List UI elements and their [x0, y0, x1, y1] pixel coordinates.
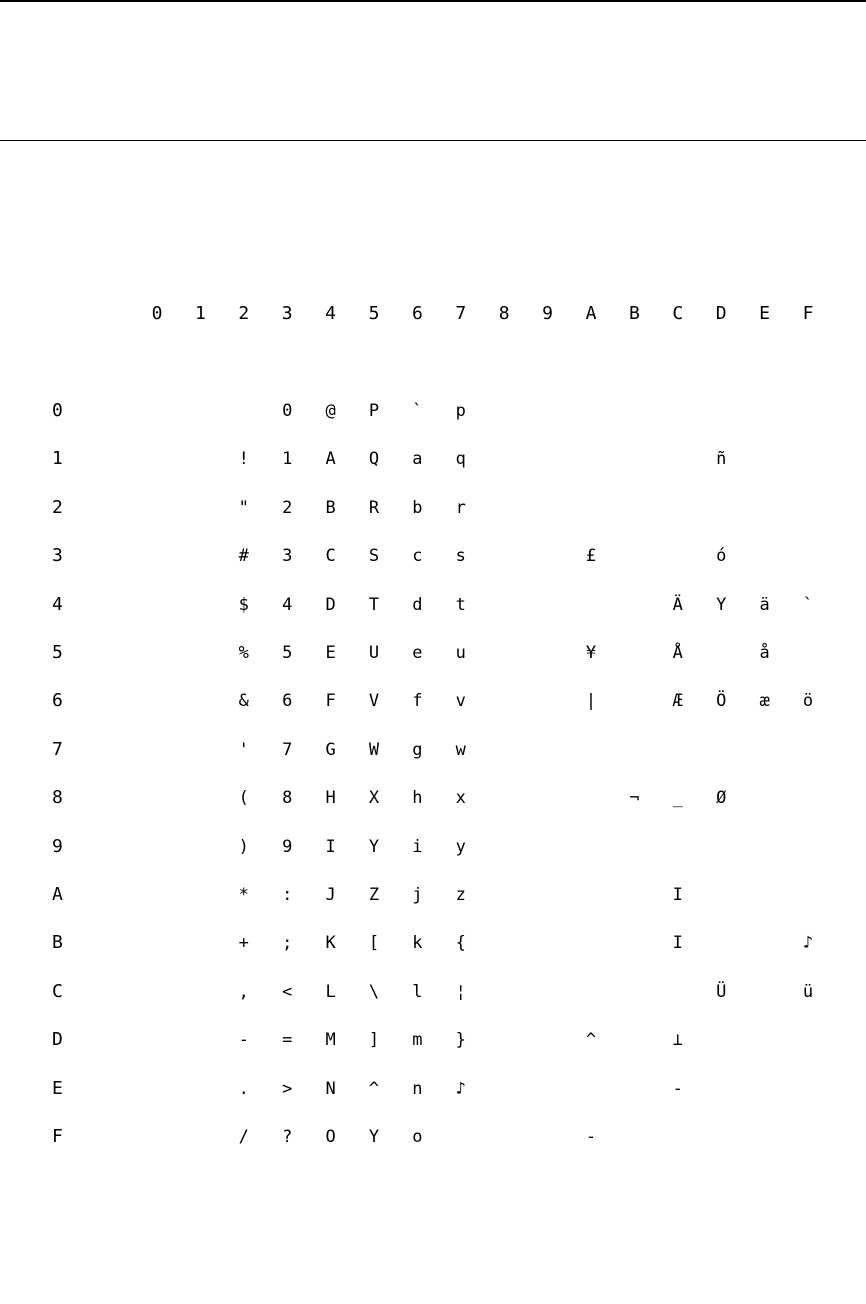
table-cell: ¥ [585, 643, 597, 663]
table-cell: x [455, 788, 466, 809]
table-cell: ñ [716, 449, 727, 470]
table-cell: ! [238, 449, 249, 470]
table-cell: s [455, 546, 466, 567]
table-cell: P [368, 401, 380, 421]
row-header: 3 [52, 545, 63, 567]
table-cell: ? [282, 1127, 293, 1147]
row-header: B [52, 932, 63, 954]
table-cell: % [238, 643, 249, 663]
column-header: D [715, 303, 727, 324]
table-cell: H [325, 788, 336, 809]
table-cell: 4 [282, 594, 293, 615]
table-cell: f [412, 691, 423, 712]
table-cell: ^ [368, 1078, 380, 1099]
table-cell: ' [238, 739, 249, 760]
table-cell: R [368, 497, 380, 518]
table-cell: l [412, 981, 423, 1002]
table-cell: Y [368, 1127, 380, 1147]
table-cell: j [412, 885, 423, 905]
table-cell: ) [238, 836, 249, 857]
table-cell: . [238, 1078, 249, 1099]
table-cell: Å [672, 643, 683, 663]
table-cell: ü [802, 981, 814, 1002]
table-cell: " [238, 497, 249, 518]
table-cell: - [672, 1078, 683, 1099]
row-header: 7 [52, 738, 63, 760]
table-cell: N [325, 1078, 336, 1099]
table-cell: @ [325, 401, 336, 421]
table-cell: h [412, 788, 423, 809]
table-cell: ⊥ [672, 1030, 683, 1051]
table-cell: 9 [282, 836, 293, 857]
table-cell: W [368, 739, 380, 760]
table-cell: 7 [282, 739, 293, 760]
table-cell: p [455, 401, 466, 421]
table-cell: D [325, 594, 336, 615]
table-cell: ö [802, 691, 814, 712]
table-cell: d [412, 594, 423, 615]
table-cell: | [585, 691, 597, 712]
table-cell: b [412, 497, 423, 518]
column-header: 9 [542, 303, 554, 324]
table-cell: = [282, 1030, 293, 1051]
table-cell: 1 [282, 449, 293, 470]
table-cell: S [368, 546, 380, 567]
table-cell: T [368, 594, 380, 615]
table-cell: q [455, 449, 466, 470]
table-cell: _ [672, 788, 683, 809]
table-cell: < [282, 981, 293, 1002]
table-cell: a [412, 449, 423, 470]
table-cell: L [325, 981, 336, 1002]
table-cell: I [325, 836, 336, 857]
column-header: 8 [498, 303, 510, 324]
table-cell: 6 [282, 691, 293, 712]
table-cell: 8 [282, 788, 293, 809]
table-cell: ♪ [455, 1078, 466, 1099]
column-header: 0 [151, 303, 163, 324]
table-cell: u [455, 643, 466, 663]
table-cell: 2 [282, 497, 293, 518]
table-cell: n [412, 1078, 423, 1099]
header-rule [0, 140, 866, 141]
table-cell: I [672, 885, 683, 905]
table-cell: Ä [672, 594, 683, 615]
table-cell: G [325, 739, 336, 760]
column-header: 1 [194, 303, 206, 324]
table-cell: ` [802, 594, 814, 615]
column-header: 3 [281, 303, 293, 324]
table-cell: c [412, 546, 423, 567]
table-cell: y [455, 836, 466, 857]
table-cell: Ü [716, 981, 727, 1002]
column-header: 7 [455, 303, 467, 324]
table-cell: m [412, 1030, 423, 1051]
table-cell: Y [368, 836, 380, 857]
table-cell: $ [238, 594, 249, 615]
table-cell: [ [368, 933, 380, 954]
table-cell: O [325, 1127, 336, 1147]
table-cell: E [325, 643, 336, 663]
top-rule [0, 0, 866, 2]
table-cell: z [455, 885, 466, 905]
table-cell: # [238, 546, 249, 567]
table-cell: 5 [282, 643, 293, 663]
table-cell: ¬ [629, 788, 640, 809]
table-cell: X [368, 788, 380, 809]
column-header: C [672, 303, 684, 324]
row-header: A [52, 884, 63, 905]
table-cell: ( [238, 788, 249, 809]
table-cell: i [412, 836, 423, 857]
table-cell: Y [716, 594, 727, 615]
table-cell: ^ [585, 1030, 597, 1051]
table-cell: / [238, 1127, 249, 1147]
table-cell: U [368, 643, 380, 663]
column-header: E [759, 303, 771, 324]
table-cell: å [759, 643, 770, 663]
table-cell: ] [368, 1030, 380, 1051]
row-header: C [52, 980, 63, 1002]
table-cell: ♪ [802, 933, 814, 954]
row-header: 4 [52, 593, 63, 615]
table-cell: : [282, 885, 293, 905]
table-cell: ` [412, 401, 423, 421]
row-header: 6 [52, 690, 63, 712]
table-cell: F [325, 691, 336, 712]
table-cell: { [455, 933, 466, 954]
row-header: 9 [52, 835, 63, 857]
column-header: 6 [411, 303, 423, 324]
table-cell: K [325, 933, 336, 954]
table-cell: C [325, 546, 336, 567]
table-cell: Ø [716, 788, 727, 809]
table-cell: ; [282, 933, 293, 954]
column-header: A [585, 303, 597, 324]
table-cell: B [325, 497, 336, 518]
row-header: 0 [52, 400, 63, 421]
table-cell: ¦ [455, 981, 466, 1002]
table-cell: J [325, 885, 336, 905]
table-cell: - [585, 1127, 597, 1147]
table-cell: g [412, 739, 423, 760]
table-cell: V [368, 691, 380, 712]
table-cell: > [282, 1078, 293, 1099]
table-cell: e [412, 643, 423, 663]
table-cell: 0 [282, 401, 293, 421]
table-cell: ä [759, 594, 770, 615]
table-cell: v [455, 691, 466, 712]
table-cell: 3 [282, 546, 293, 567]
table-cell: r [455, 497, 466, 518]
table-cell: } [455, 1030, 466, 1051]
table-cell: t [455, 594, 466, 615]
row-header: D [52, 1029, 63, 1051]
table-cell: \ [368, 981, 380, 1002]
table-cell: A [325, 449, 336, 470]
column-header: 5 [368, 303, 380, 324]
column-header: 4 [325, 303, 337, 324]
table-cell: æ [759, 691, 770, 712]
table-cell: - [238, 1030, 249, 1051]
table-cell: w [455, 739, 466, 760]
row-header: 2 [52, 496, 63, 518]
row-header: 5 [52, 642, 63, 663]
table-cell: Æ [672, 691, 683, 712]
row-header: E [52, 1077, 63, 1099]
table-cell: Q [368, 449, 380, 470]
table-cell: , [238, 981, 249, 1002]
table-cell: ó [716, 546, 727, 567]
column-header: F [802, 303, 814, 324]
table-cell: Ö [716, 691, 727, 712]
row-header: 8 [52, 787, 63, 809]
column-header: B [628, 303, 640, 324]
table-cell: I [672, 933, 683, 954]
table-cell: * [238, 885, 249, 905]
table-cell: o [412, 1127, 423, 1147]
table-cell: k [412, 933, 423, 954]
row-header: F [52, 1126, 63, 1147]
table-cell: & [238, 691, 249, 712]
table-cell: M [325, 1030, 336, 1051]
table-cell: + [238, 933, 249, 954]
row-header: 1 [52, 448, 63, 470]
table-cell: £ [585, 546, 597, 567]
column-header: 2 [238, 303, 250, 324]
table-cell: Z [368, 885, 380, 905]
